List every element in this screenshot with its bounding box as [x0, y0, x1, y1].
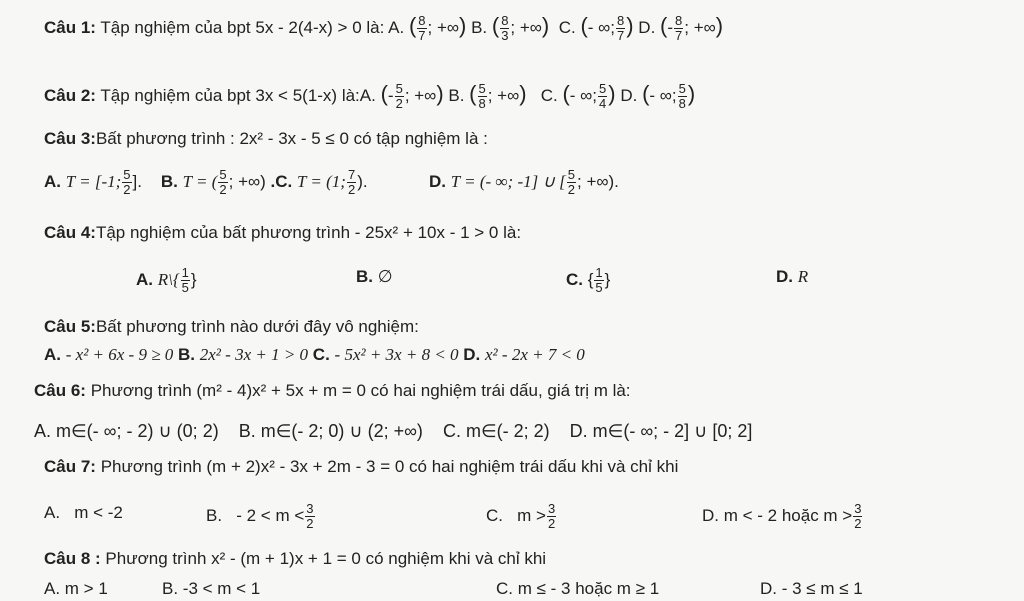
fraction: $\frac{5}{2}$: [567, 167, 576, 197]
option-b: B. m∈(- 2; 0) ∪ (2; +∞): [238, 421, 423, 441]
fraction: $\frac{5}{2}$: [395, 81, 403, 111]
question-4: [44, 222, 521, 244]
question-7-option-a: A. m < -2: [44, 503, 123, 522]
question-7-option-b: B. - 2 < m < $\frac{3}{2}$: [206, 501, 314, 531]
question-text: Phương trình x² - (m + 1)x + 1 = 0 có nghiệm khi và chỉ khi: [105, 549, 547, 568]
question-7-option-d: D. m < - 2 hoặc m > $\frac{3}{2}$: [702, 501, 862, 531]
option-d-label: D.: [638, 17, 656, 37]
fraction: $\frac{3}{2}$: [854, 501, 862, 531]
question-8: [44, 548, 546, 570]
question-5: [44, 316, 419, 338]
fraction: $\frac{1}{5}$: [181, 265, 189, 295]
question-label: Câu 5:: [44, 317, 96, 336]
option-a-label: A.: [388, 17, 405, 37]
question-label: Câu 8 :: [44, 549, 101, 568]
question-label: Câu 7:: [44, 457, 96, 476]
question-3-options: A. T = [-1; $\frac{5}{2}$ ]. B. T = ( $\frac{5}{2}$ ; +∞) .C. T = (1; $\frac{7}{2}$ ). D. T = (- ∞; -1] ∪ [ $\frac{5}{2}$ ; +∞).: [44, 167, 619, 197]
question-text: Phương trình (m + 2)x² - 3x + 2m - 3 = 0 có hai nghiệm trái dấu khi và chỉ khi: [100, 457, 679, 476]
fraction: $\frac{5}{8}$: [678, 81, 686, 111]
question-4-option-d: D. R: [776, 267, 809, 286]
question-8-option-c: C. m ≤ - 3 hoặc m ≥ 1: [496, 579, 660, 598]
question-label: Câu 6:: [34, 381, 86, 400]
option-d-label: D.: [428, 171, 446, 191]
question-text: Bất phương trình nào dưới đây vô nghiệm:: [95, 317, 419, 336]
option-b-label: B.: [471, 17, 488, 37]
option-c-label: C.: [540, 85, 558, 105]
option-d-label: D.: [620, 85, 638, 105]
question-label: Câu 2:: [44, 85, 96, 105]
option-d: D. m∈(- ∞; - 2] ∪ [0; 2]: [569, 421, 753, 441]
question-1: Câu 1: Tập nghiệm của bpt 5x - 2(4-x) > 0 là: A. ( $\frac{8}{7}$ ; +∞) B. ( $\frac{8}{3}$ ; +∞) C. (- ∞; $\frac{8}{7}$ ) D. (- $\frac{8}{7}$ ; +∞): [44, 12, 724, 43]
fraction: $\frac{3}{2}$: [547, 501, 556, 531]
question-label: Câu 4:: [44, 223, 96, 242]
question-2: Câu 2: Tập nghiệm của bpt 3x < 5(1-x) là:A. (- $\frac{5}{2}$ ; +∞) B. ( $\frac{5}{8}$ ; +∞) C. (- ∞; $\frac{5}{4}$ ) D. (- ∞; $\frac{5}{8}$ ): [44, 80, 696, 111]
question-7-option-c: C. m > $\frac{3}{2}$: [486, 501, 556, 531]
fraction: $\frac{8}{7}$: [675, 13, 683, 43]
option-b-label: B.: [448, 85, 465, 105]
option-a-label: A.: [44, 171, 61, 191]
fraction: $\frac{5}{4}$: [599, 81, 607, 111]
question-4-option-a: A. R\{ $\frac{1}{5}$ }: [136, 265, 197, 295]
question-text: Tập nghiệm của bpt 5x - 2(4-x) > 0 là:: [100, 17, 385, 37]
option-a: A. m∈(- ∞; - 2) ∪ (0; 2): [34, 421, 219, 441]
question-8-option-a: A. m > 1: [44, 579, 108, 598]
question-3: [44, 128, 488, 150]
fraction: $\frac{7}{2}$: [347, 167, 356, 197]
question-8-option-d: D. - 3 ≤ m ≤ 1: [760, 579, 863, 598]
question-text: Tập nghiệm của bpt 3x < 5(1-x) là:A.: [100, 85, 376, 105]
question-6: [34, 380, 631, 402]
fraction: $\frac{5}{8}$: [478, 81, 486, 111]
fraction: $\frac{8}{7}$: [418, 13, 426, 43]
question-4-option-c: C. { $\frac{1}{5}$ }: [566, 265, 611, 295]
question-4-option-b: B. ∅: [356, 267, 393, 286]
fraction: $\frac{5}{2}$: [219, 167, 227, 197]
option-c: C. m∈(- 2; 2): [442, 421, 550, 441]
option-c-label: .C.: [270, 171, 293, 191]
question-8-option-b: B. -3 < m < 1: [162, 579, 261, 598]
fraction: $\frac{1}{5}$: [595, 265, 603, 295]
question-5-options: A. - x² + 6x - 9 ≥ 0 B. 2x² - 3x + 1 > 0 C. - 5x² + 3x + 8 < 0 D. x² - 2x + 7 < 0: [44, 345, 585, 364]
question-text: Phương trình (m² - 4)x² + 5x + m = 0 có hai nghiệm trái dấu, giá trị m là:: [90, 381, 631, 400]
fraction: $\frac{5}{2}$: [123, 167, 131, 197]
question-label: Câu 1:: [44, 17, 96, 37]
question-text: Bất phương trình : 2x² - 3x - 5 ≤ 0 có tập nghiệm là :: [95, 129, 488, 148]
question-text: Tập nghiệm của bất phương trình - 25x² + 10x - 1 > 0 là:: [95, 223, 522, 242]
question-label: Câu 3:: [44, 129, 96, 148]
fraction: $\frac{8}{7}$: [617, 13, 625, 43]
option-c-label: C.: [558, 17, 576, 37]
fraction: $\frac{8}{3}$: [501, 13, 509, 43]
question-7: [44, 456, 678, 478]
fraction: $\frac{3}{2}$: [306, 501, 314, 531]
option-b-label: B.: [160, 171, 178, 191]
question-6-options: [34, 420, 752, 442]
